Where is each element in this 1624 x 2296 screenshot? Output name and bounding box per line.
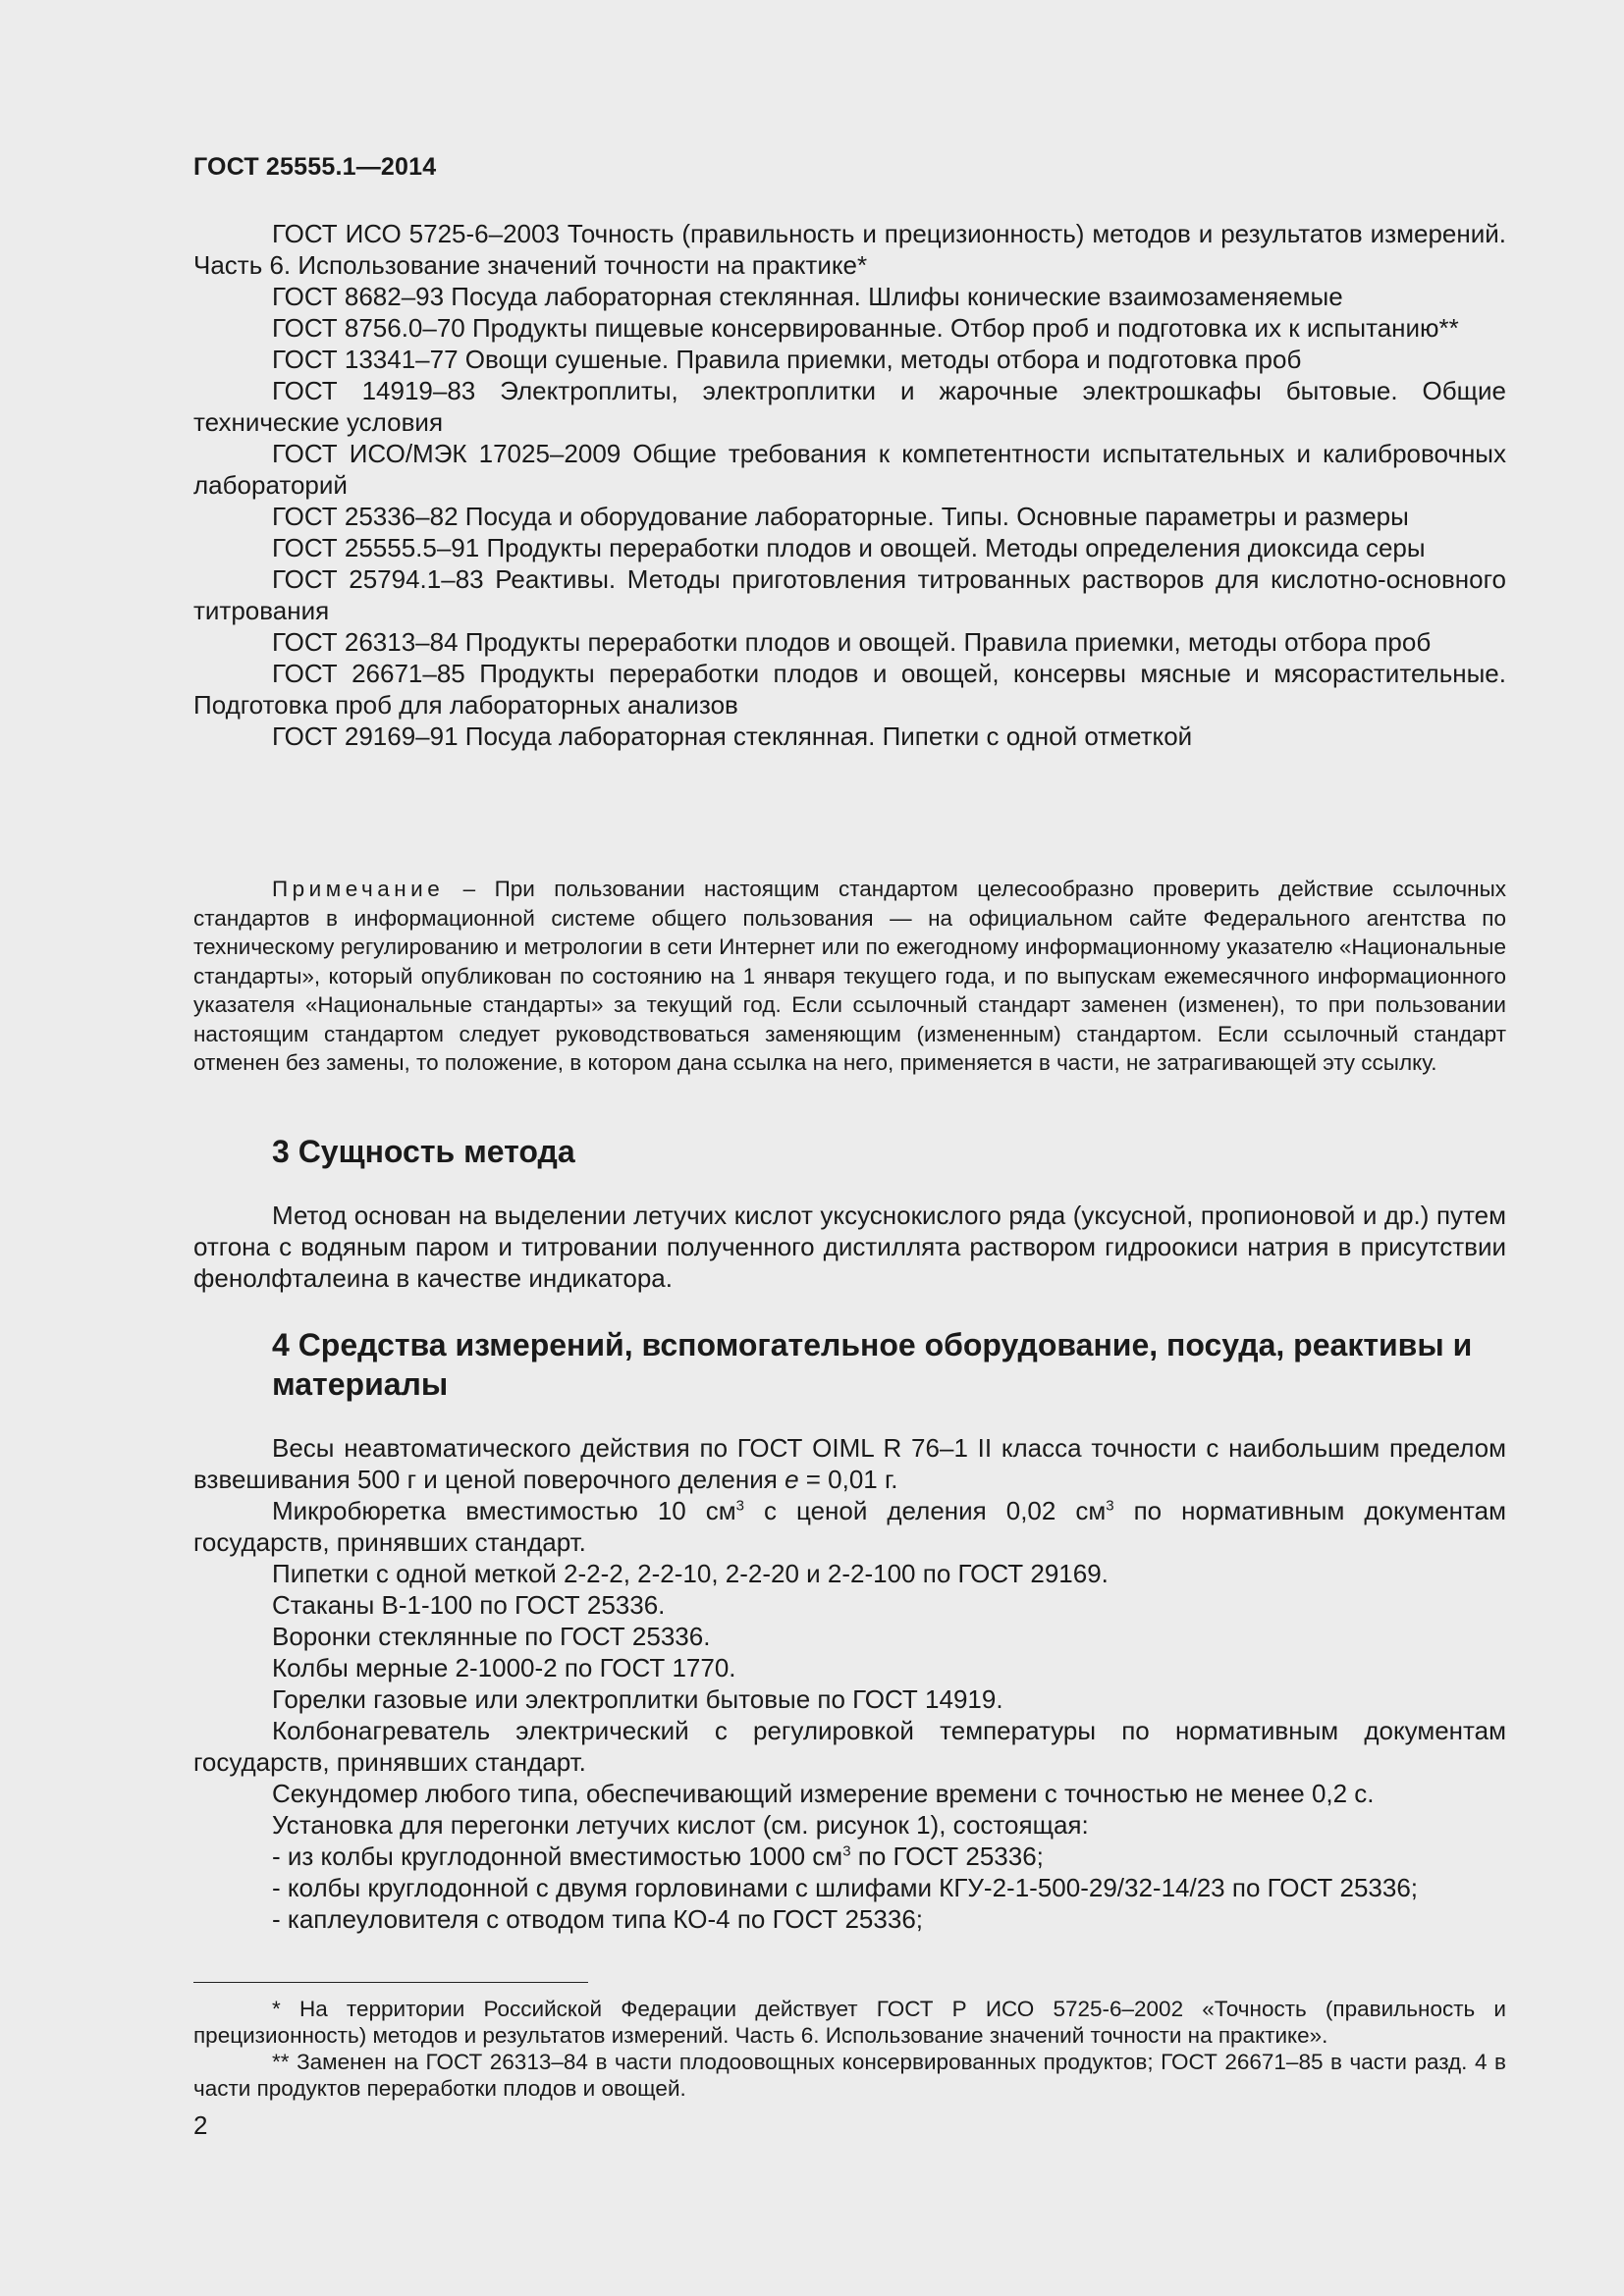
footnotes bbox=[193, 1996, 1506, 2102]
section-4-body bbox=[193, 1432, 1506, 1935]
footnote-divider bbox=[193, 1982, 588, 1983]
footnote-item: * На территории Российской Федерации действует ГОСТ Р ИСО 5725-6–2002 «Точность (правильность и прецизионность) методов и результатов измерений. Часть 6. Использование значений точности на практике». bbox=[193, 1997, 1506, 2048]
equipment-item: Воронки стеклянные по ГОСТ 25336. bbox=[272, 1622, 711, 1651]
reference-item: ГОСТ 14919–83 Электроплиты, электроплитки и жарочные электрошкафы бытовые. Общие технические условия bbox=[193, 376, 1506, 437]
section-3-paragraph: Метод основан на выделении летучих кислот уксуснокислого ряда (уксусной, пропионовой и др.) путем отгона с водяным паром и титровании полученного дистиллята раствором гидроокиси натрия в присутствии фенолфталеина в качестве индикатора. bbox=[193, 1201, 1506, 1293]
section-3-body bbox=[193, 1200, 1506, 1294]
note-paragraph bbox=[193, 875, 1506, 1078]
page-number: 2 bbox=[193, 2110, 208, 2140]
normative-references bbox=[193, 218, 1506, 752]
section-4-heading-wrap bbox=[193, 1325, 1506, 1404]
reference-item: ГОСТ ИСО 5725-6–2003 Точность (правильность и прецизионность) методов и результатов измерений. Часть 6. Использование значений точности на практике* bbox=[193, 219, 1506, 280]
reference-item: ГОСТ 8682–93 Посуда лабораторная стеклянная. Шлифы конические взаимозаменяемые bbox=[272, 282, 1343, 311]
equipment-item: Секундомер любого типа, обеспечивающий измерение времени с точностью не менее 0,2 с. bbox=[272, 1779, 1375, 1808]
dash-item: - из колбы круглодонной вместимостью 1000 $см^3$ по ГОСТ 25336; bbox=[272, 1842, 1044, 1871]
section-4-heading: 4 Средства измерений, вспомогательное оборудование, посуда, реактивы и материалы bbox=[272, 1327, 1473, 1402]
note-label: Примечание bbox=[272, 877, 445, 901]
reference-item: ГОСТ 26671–85 Продукты переработки плодов и овощей, консервы мясные и мясорастительные. Подготовка проб для лабораторных анализов bbox=[193, 659, 1506, 720]
document-header: ГОСТ 25555.1—2014 bbox=[193, 153, 437, 181]
equipment-item: Установка для перегонки летучих кислот (см. рисунок 1), состоящая: bbox=[272, 1810, 1089, 1840]
equipment-item: Колбонагреватель электрический с регулировкой температуры по нормативным документам государств, принявших стандарт. bbox=[193, 1716, 1506, 1777]
section-4-paragraph: Весы неавтоматического действия по ГОСТ OIML R 76–1 II класса точности с наибольшим пределом взвешивания 500 г и ценой поверочного деления e = 0,01 г. bbox=[193, 1433, 1506, 1494]
reference-item: ГОСТ 29169–91 Посуда лабораторная стеклянная. Пипетки с одной отметкой bbox=[272, 721, 1193, 751]
section-3-heading: 3 Сущность метода bbox=[272, 1134, 575, 1169]
reference-item: ГОСТ ИСО/МЭК 17025–2009 Общие требования к компетентности испытательных и калибровочных лабораторий bbox=[193, 439, 1506, 500]
equipment-item: Стаканы В-1-100 по ГОСТ 25336. bbox=[272, 1590, 666, 1620]
dash-item: - колбы круглодонной с двумя горловинами с шлифами КГУ-2-1-500-29/32-14/23 по ГОСТ 25336; bbox=[272, 1873, 1419, 1902]
footnote-item: ** Заменен на ГОСТ 26313–84 в части плодоовощных консервированных продуктов; ГОСТ 26671–85 в части разд. 4 в части продуктов переработки плодов и овощей. bbox=[193, 2050, 1506, 2101]
section-4-paragraph: Микробюретка вместимостью 10 $см^3$ с ценой деления 0,02 $см^3$ по нормативным документам государств, принявших стандарт. bbox=[193, 1496, 1506, 1557]
reference-item: ГОСТ 8756.0–70 Продукты пищевые консервированные. Отбор проб и подготовка их к испытанию** bbox=[272, 313, 1459, 343]
reference-item: ГОСТ 25555.5–91 Продукты переработки плодов и овощей. Методы определения диоксида серы bbox=[272, 533, 1426, 562]
equipment-item: Горелки газовые или электроплитки бытовые по ГОСТ 14919. bbox=[272, 1684, 1003, 1714]
reference-item: ГОСТ 25336–82 Посуда и оборудование лабораторные. Типы. Основные параметры и размеры bbox=[272, 502, 1409, 531]
section-3-heading-wrap bbox=[193, 1132, 1506, 1171]
equipment-item: Пипетки с одной меткой 2-2-2, 2-2-10, 2-2-20 и 2-2-100 по ГОСТ 29169. bbox=[272, 1559, 1109, 1588]
note-block bbox=[193, 875, 1506, 1078]
reference-item: ГОСТ 26313–84 Продукты переработки плодов и овощей. Правила приемки, методы отбора проб bbox=[272, 627, 1432, 657]
variable-e: e bbox=[785, 1465, 799, 1494]
note-text: – При пользовании настоящим стандартом целесообразно проверить действие ссылочных стандартов в информационной системе общего пользования — на официальном сайте Федерального агентства по техническому регулированию и метрологии в сети Интернет или по ежегодному информационному указателю «Национальные стандарты», который опубликован по состоянию на 1 января текущего года, и по выпускам ежемесячного информационного указателя «Национальные стандарты» за текущий год. Если ссылочный стандарт заменен (изменен), то при пользовании настоящим стандартом следует руководствоваться заменяющим (измененным) стандартом. Если ссылочный стандарт отменен без замены, то положение, в котором дана ссылка на него, применяется в части, не затрагивающей эту ссылку. bbox=[193, 877, 1506, 1075]
equipment-item: Колбы мерные 2-1000-2 по ГОСТ 1770. bbox=[272, 1653, 736, 1682]
reference-item: ГОСТ 13341–77 Овощи сушеные. Правила приемки, методы отбора и подготовка проб bbox=[272, 345, 1302, 374]
reference-item: ГОСТ 25794.1–83 Реактивы. Методы приготовления титрованных растворов для кислотно-основного титрования bbox=[193, 564, 1506, 625]
dash-item: - каплеуловителя с отводом типа КО-4 по ГОСТ 25336; bbox=[272, 1904, 923, 1934]
